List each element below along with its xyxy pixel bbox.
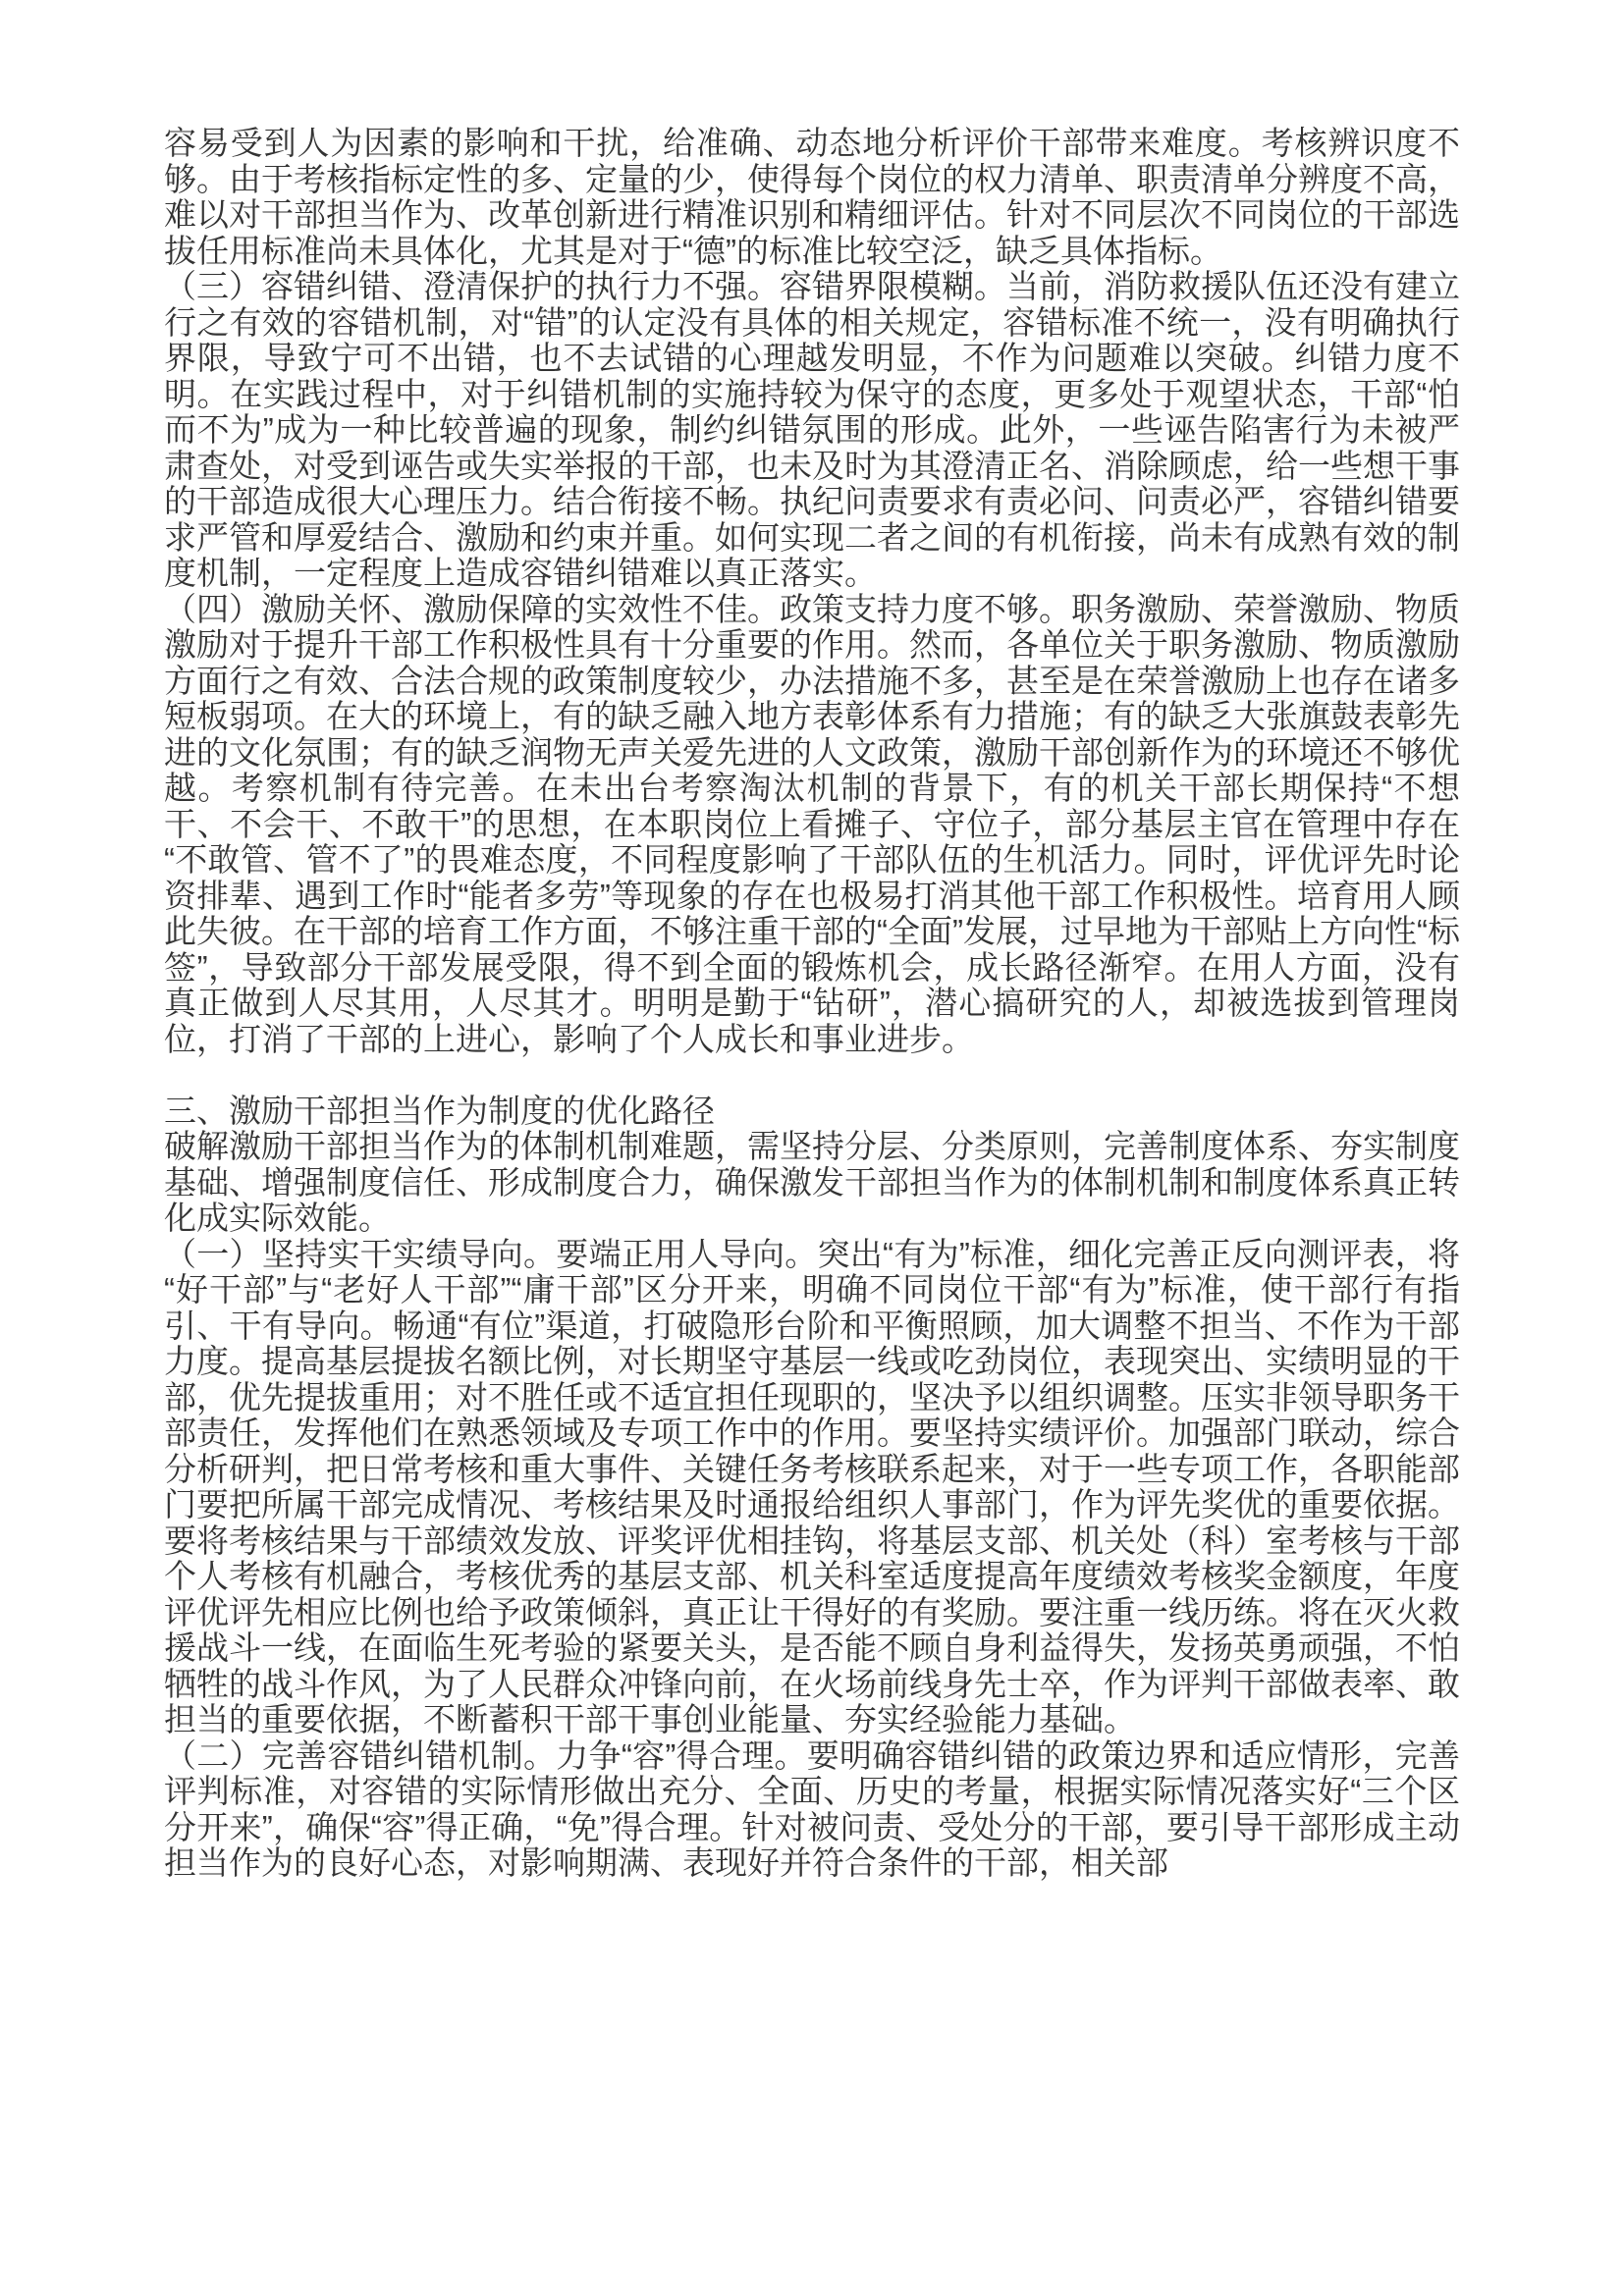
document-text-block xyxy=(164,126,1460,1882)
item-three-paragraph: （三）容错纠错、澄清保护的执行力不强。容错界限模糊。当前，消防救援队伍还没有建立行之有效的容错机制，对“错”的认定没有具体的相关规定，容错标准不统一，没有明确执行界限，导致宁可不出错，也不去试错的心理越发明显，不作为问题难以突破。纠错力度不明。在实践过程中，对于纠错机制的实施持较为保守的态度，更多处于观望状态，干部“怕而不为”成为一种比较普遍的现象，制约纠错氛围的形成。此外，一些诬告陷害行为未被严肃查处，对受到诬告或失实举报的干部，也未及时为其澄清正名、消除顾虑，给一些想干事的干部造成很大心理压力。结合衔接不畅。执纪问责要求有责必问、问责必严，容错纠错要求严管和厚爱结合、激励和约束并重。如何实现二者之间的有机衔接，尚未有成熟有效的制度机制，一定程度上造成容错纠错难以真正落实。 xyxy=(164,268,1460,591)
continuation-paragraph: 容易受到人为因素的影响和干扰，给准确、动态地分析评价干部带来难度。考核辨识度不够。由于考核指标定性的多、定量的少，使得每个岗位的权力清单、职责清单分辨度不高，难以对干部担当作为、改革创新进行精准识别和精细评估。针对不同层次不同岗位的干部选拔任用标准尚未具体化，尤其是对于“德”的标准比较空泛，缺乏具体指标。 xyxy=(164,125,1460,269)
section-intro-paragraph: 破解激励干部担当作为的体制机制难题，需坚持分层、分类原则，完善制度体系、夯实制度基础、增强制度信任、形成制度合力，确保激发干部担当作为的体制机制和制度体系真正转化成实际效能。 xyxy=(164,1128,1460,1236)
item-one-paragraph: （一）坚持实干实绩导向。要端正用人导向。突出“有为”标准，细化完善正反向测评表，将“好干部”与“老好人干部”“庸干部”区分开来，明确不同岗位干部“有为”标准，使干部行有指引、干有导向。畅通“有位”渠道，打破隐形台阶和平衡照顾，加大调整不担当、不作为干部力度。提高基层提拔名额比例，对长期坚守基层一线或吃劲岗位，表现突出、实绩明显的干部，优先提拔重用；对不胜任或不适宜担任现职的，坚决予以组织调整。压实非领导职务干部责任，发挥他们在熟悉领域及专项工作中的作用。要坚持实绩评价。加强部门联动，综合分析研判，把日常考核和重大事件、关键任务考核联系起来，对于一些专项工作，各职能部门要把所属干部完成情况、考核结果及时通报给组织人事部门，作为评先奖优的重要依据。要将考核结果与干部绩效发放、评奖评优相挂钩，将基层支部、机关处（科）室考核与干部个人考核有机融合，考核优秀的基层支部、机关科室适度提高年度绩效考核奖金额度，年度评优评先相应比例也给予政策倾斜，真正让干得好的有奖励。要注重一线历练。将在灭火救援战斗一线，在面临生死考验的紧要关头，是否能不顾自身利益得失，发扬英勇顽强，不怕牺牲的战斗作风，为了人民群众冲锋向前，在火场前线身先士卒，作为评判干部做表率、敢担当的重要依据，不断蓄积干部干事创业能量、夯实经验能力基础。 xyxy=(164,1235,1460,1737)
item-four-paragraph: （四）激励关怀、激励保障的实效性不佳。政策支持力度不够。职务激励、荣誉激励、物质激励对于提升干部工作积极性具有十分重要的作用。然而，各单位关于职务激励、物质激励方面行之有效、合法合规的政策制度较少，办法措施不多，甚至是在荣誉激励上也存在诸多短板弱项。在大的环境上，有的缺乏融入地方表彰体系有力措施；有的缺乏大张旗鼓表彰先进的文化氛围；有的缺乏润物无声关爱先进的人文政策，激励干部创新作为的环境还不够优越。考察机制有待完善。在未出台考察淘汰机制的背景下，有的机关干部长期保持“不想干、不会干、不敢干”的思想，在本职岗位上看摊子、守位子，部分基层主官在管理中存在“不敢管、管不了”的畏难态度，不同程度影响了干部队伍的生机活力。同时，评优评先时论资排辈、遇到工作时“能者多劳”等现象的存在也极易打消其他干部工作积极性。培育用人顾此失彼。在干部的培育工作方面，不够注重干部的“全面”发展，过早地为干部贴上方向性“标签”，导致部分干部发展受限，得不到全面的锻炼机会，成长路径渐窄。在用人方面，没有真正做到人尽其用，人尽其才。明明是勤于“钻研”，潜心搞研究的人，却被选拔到管理岗位，打消了干部的上进心，影响了个人成长和事业进步。 xyxy=(164,590,1460,1057)
section-heading: 三、激励干部担当作为制度的优化路径 xyxy=(164,1092,715,1129)
paragraph-spacer xyxy=(164,1057,1460,1094)
item-two-paragraph: （二）完善容错纠错机制。力争“容”得合理。要明确容错纠错的政策边界和适应情形，完善评判标准，对容错的实际情形做出充分、全面、历史的考量，根据实际情况落实好“三个区分开来”，确保“容”得正确，“免”得合理。针对被问责、受处分的干部，要引导干部形成主动担当作为的良好心态，对影响期满、表现好并符合条件的干部，相关部 xyxy=(164,1736,1460,1881)
